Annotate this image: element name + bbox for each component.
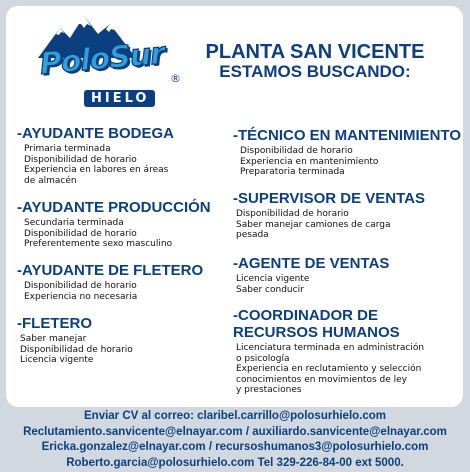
requirement: Preferentemente sexo masculino [24, 239, 173, 249]
requirement: Primaria terminada [24, 144, 111, 154]
requirement: Saber manejar camiones de carga [236, 219, 391, 230]
requirement: y prestaciones [236, 385, 302, 395]
requirement: Licenciatura terminada en administración [236, 343, 425, 353]
requirement: de almacén [24, 175, 77, 186]
requirement: Disponibilidad de horario [24, 228, 137, 239]
job-title: -COORDINADOR DE [233, 307, 378, 324]
job-ayudante-fletero [17, 262, 203, 302]
requirement: Disponibilidad de horario [236, 209, 349, 219]
job-title: -AYUDANTE DE FLETERO [17, 262, 204, 279]
requirements-list [17, 281, 203, 302]
job-fletero [17, 315, 133, 366]
requirements-list [233, 209, 425, 241]
registered-mark: ® [170, 72, 181, 85]
job-title: -AGENTE DE VENTAS [233, 255, 390, 272]
contact-line: Roberto.garcia@polosurhielo.com Tel 329-226-84-00 ext 5000. [66, 456, 404, 469]
requirements-list [233, 274, 389, 295]
hiring-label: ESTAMOS BUSCANDO: [219, 62, 411, 81]
requirement: pesada [236, 230, 269, 240]
job-title: -AYUDANTE PRODUCCIÓN [17, 199, 211, 216]
requirements-list [17, 144, 174, 186]
requirement: Licencia vigente [236, 274, 310, 284]
requirement: Preparatoria terminada [240, 167, 345, 177]
contact-line: Ericka.gonzalez@elnayar.com / recursoshumanos3@polosurhielo.com [41, 441, 429, 453]
job-supervisor-ventas [233, 190, 425, 241]
requirements-list [233, 343, 424, 396]
requirements-list [17, 218, 211, 250]
requirement: Disponibilidad de horario [240, 146, 353, 156]
requirements-list [17, 334, 133, 366]
job-coordinador-rrhh [233, 307, 424, 396]
requirement: conocimientos en movimientos de ley [236, 374, 407, 385]
requirement: Saber conducir [236, 284, 304, 295]
contact-line: Reclutamiento.sanvicente@elnayar.com / auxiliardo.sanvicente@elnayar.com [23, 425, 447, 438]
job-title: -FLETERO [17, 315, 92, 332]
requirement: Experiencia en reclutamiento y selección [236, 364, 422, 374]
job-title: -TÉCNICO EN MANTENIMIENTO [233, 127, 462, 144]
requirement: Disponibilidad de horario [24, 281, 137, 291]
requirement: Secundaria terminada [24, 218, 124, 228]
job-ayudante-produccion [17, 199, 211, 250]
requirement: Experiencia en labores en áreas [24, 165, 169, 175]
job-agente-ventas [233, 255, 389, 295]
plant-name: PLANTA SAN VICENTE [205, 41, 425, 63]
requirement: Licencia vigente [20, 355, 94, 365]
logo-wordmark: PoloSur [38, 36, 166, 82]
job-title-continued: RECURSOS HUMANOS [233, 324, 400, 341]
job-tecnico-mantenimiento [233, 127, 461, 178]
job-ayudante-bodega [17, 125, 174, 186]
requirement: Disponibilidad de horario [24, 154, 137, 165]
requirement: Experiencia no necesaria [24, 291, 138, 302]
requirement: o psicología [236, 353, 290, 364]
requirement: Disponibilidad de horario [20, 344, 133, 355]
requirements-list [233, 146, 461, 178]
poster-heading [170, 42, 460, 82]
job-title: -SUPERVISOR DE VENTAS [233, 190, 425, 207]
job-title: -AYUDANTE BODEGA [17, 125, 174, 142]
requirement: Experiencia en mantenimiento [240, 156, 379, 167]
contact-footer [0, 409, 470, 471]
logo-subtitle: HIELO [84, 90, 155, 107]
contact-line: Enviar CV al correo: claribel.carrillo@polosurhielo.com [84, 410, 386, 422]
polosur-logo [18, 10, 181, 110]
requirement: Saber manejar [20, 334, 87, 344]
